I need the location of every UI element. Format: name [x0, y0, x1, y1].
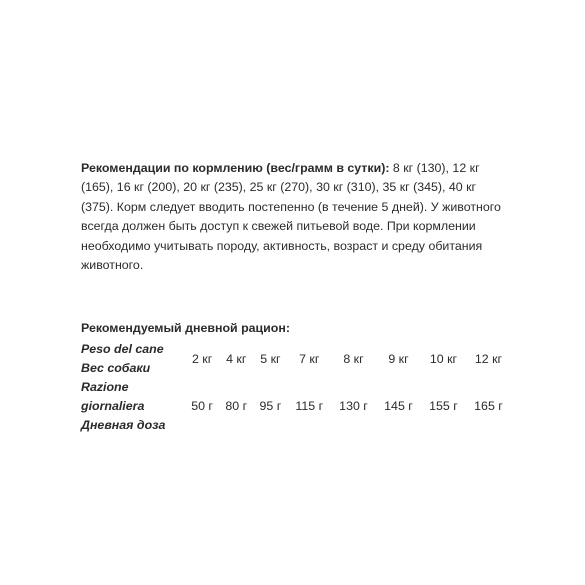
dose-cell: 155 г [429, 399, 458, 413]
dose-row-label [81, 378, 185, 435]
dose-cell: 165 г [474, 399, 503, 413]
dose-cell: 50 г [191, 399, 213, 413]
weight-cell: 4 кг [226, 351, 247, 366]
weight-row-label [81, 340, 185, 378]
weight-cell: 12 кг [474, 351, 503, 366]
dose-label-it-1: Razione [81, 380, 129, 394]
dose-cell: 80 г [225, 399, 248, 413]
feeding-recommendations [81, 159, 511, 275]
feeding-text: 8 кг (130), 12 кг (165), 16 кг (200), 20 кг (235), 25 кг (270), 30 кг (310), 35 кг (345), 40 кг (375). Корм следует вводить постепенно (в течение 5 дней). У животного всегда должен быть доступ к свежей питьевой воде. При кормлении необходимо учитывать породу, активность, возраст и среду обитания животного. [81, 161, 501, 273]
weight-cell: 7 кг [299, 351, 320, 366]
feeding-heading: Рекомендации по кормлению (вес/грамм в сутки): [81, 161, 390, 175]
dose-label-it-2: giornaliera [81, 399, 145, 413]
ration-title: Рекомендуемый дневной рацион: [81, 321, 290, 335]
weight-cell: 2 кг [191, 351, 213, 366]
ration-table [81, 340, 511, 435]
weight-cell: 8 кг [343, 351, 364, 366]
dose-cell: 115 г [295, 399, 324, 413]
dose-label-ru: Дневная доза [81, 418, 166, 432]
dose-row [81, 378, 511, 435]
dose-cell: 145 г [384, 399, 413, 413]
weight-cell: 10 кг [429, 351, 458, 366]
dose-cell: 130 г [339, 399, 368, 413]
weight-label-it: Peso del cane [81, 342, 164, 356]
dose-cell: 95 г [259, 399, 282, 413]
weight-label-ru: Вес собаки [81, 361, 151, 375]
weight-row [81, 340, 511, 378]
weight-cell: 9 кг [388, 351, 409, 366]
weight-cell: 5 кг [260, 351, 281, 366]
